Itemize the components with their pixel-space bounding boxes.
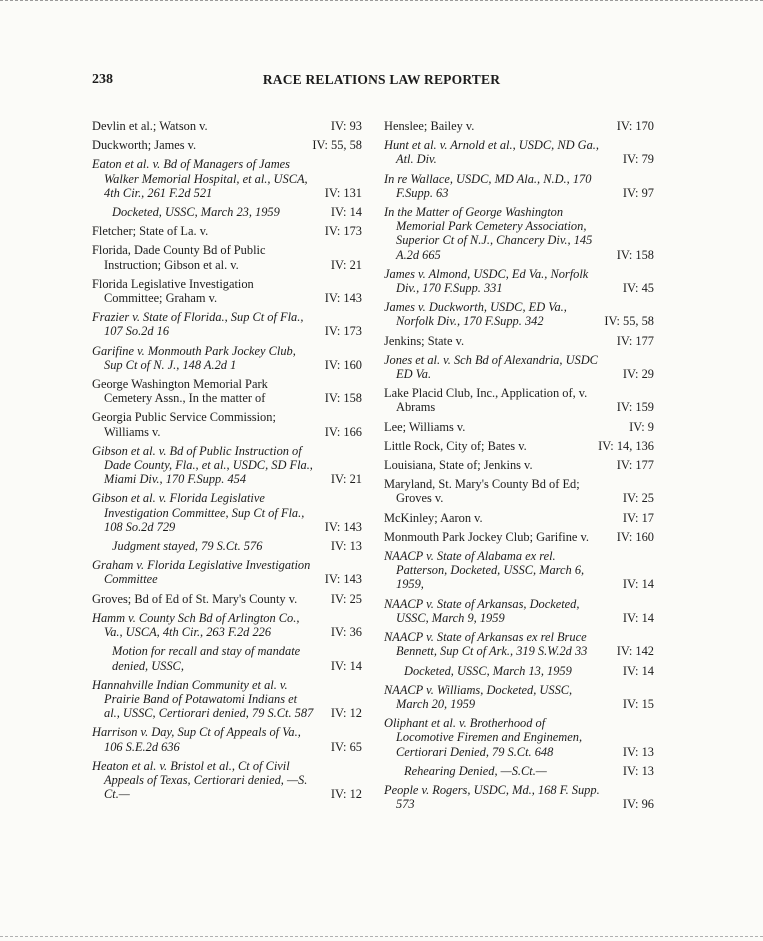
- index-column-right: [384, 119, 654, 816]
- index-entry: [384, 205, 654, 262]
- index-entry: [92, 224, 362, 238]
- top-scan-edge: [0, 0, 763, 3]
- index-entry: [92, 157, 362, 200]
- index-entry-text: Eaton et al. v. Bd of Managers of James Walker Memorial Hospital, et al., USCA, 4th Cir., 261 F.2d 521: [92, 157, 308, 200]
- index-entry: [92, 138, 362, 152]
- index-entry-text: Little Rock, City of; Bates v.: [384, 438, 527, 453]
- index-entry: [92, 344, 362, 372]
- index-entry-reference: IV: 14, 136: [595, 439, 654, 453]
- index-entry-reference: IV: 173: [322, 224, 362, 238]
- index-entry: [384, 716, 654, 759]
- index-entry-text: Groves; Bd of Ed of St. Mary's County v.: [92, 591, 298, 606]
- index-entry-text: Hamm v. County Sch Bd of Arlington Co., Va., USCA, 4th Cir., 263 F.2d 226: [92, 610, 300, 640]
- index-entry-reference: IV: 36: [328, 625, 362, 639]
- index-entry: [384, 420, 654, 434]
- index-entry-text: Duckworth; James v.: [92, 138, 197, 153]
- index-entry: [384, 597, 654, 625]
- page-header: [0, 72, 763, 92]
- index-entry: [92, 444, 362, 487]
- index-entry: [384, 764, 654, 778]
- index-entry-reference: IV: 55, 58: [601, 314, 654, 328]
- index-entry-text: Gibson et al. v. Florida Legislative Investigation Committee, Sup Ct of Fla., 108 So.2d 729: [92, 491, 305, 534]
- index-entry-text: Docketed, USSC, March 23, 1959: [112, 205, 280, 220]
- index-entry-text: Jenkins; State v.: [384, 333, 465, 348]
- index-entry-text: McKinley; Aaron v.: [384, 510, 483, 525]
- index-entry-text: Gibson et al. v. Bd of Public Instruction of Dade County, Fla., et al., USDC, SD Fla., Miami Div., 170 F.Supp. 454: [92, 443, 313, 487]
- index-entry-text: Devlin et al.; Watson v.: [92, 119, 208, 133]
- index-entry: [384, 630, 654, 658]
- index-entry-text: Harrison v. Day, Sup Ct of Appeals of Va., 106 S.E.2d 636: [92, 725, 301, 754]
- index-entry-reference: IV: 143: [322, 520, 362, 534]
- index-entry: [384, 119, 654, 133]
- index-entry-reference: IV: 97: [620, 186, 654, 200]
- index-entry-reference: IV: 177: [614, 458, 654, 472]
- index-entry: [384, 477, 654, 505]
- index-entry: [92, 759, 362, 802]
- index-entry-reference: IV: 29: [620, 367, 654, 381]
- index-entry-text: Florida, Dade County Bd of Public Instruction; Gibson et al. v.: [92, 243, 266, 272]
- index-entry: [384, 300, 654, 328]
- index-entry: [384, 530, 654, 544]
- index-entry-reference: IV: 14: [328, 659, 362, 673]
- index-entry-reference: IV: 12: [328, 787, 362, 801]
- index-entry-reference: IV: 166: [322, 425, 362, 439]
- index-entry-text: In re Wallace, USDC, MD Ala., N.D., 170 F.Supp. 63: [384, 171, 592, 200]
- page-number: 238: [92, 72, 113, 87]
- index-entry: [384, 439, 654, 453]
- index-entry-text: People v. Rogers, USDC, Md., 168 F. Supp. 573: [384, 782, 600, 812]
- index-entry-reference: IV: 160: [614, 530, 654, 544]
- index-entry-text: Lake Placid Club, Inc., Application of, v. Abrams: [384, 386, 588, 415]
- index-entry: [92, 119, 362, 133]
- index-entry-text: Frazier v. State of Florida., Sup Ct of Fla., 107 So.2d 16: [92, 310, 304, 339]
- index-entry: [92, 410, 362, 438]
- index-entry: [92, 491, 362, 534]
- bottom-scan-edge: [0, 934, 763, 937]
- index-entry-reference: IV: 93: [328, 119, 362, 133]
- index-entry-reference: IV: 55, 58: [309, 138, 362, 152]
- index-entry-reference: IV: 143: [322, 291, 362, 305]
- index-entry-reference: IV: 13: [328, 539, 362, 553]
- index-entry-text: Monmouth Park Jockey Club; Garifine v.: [384, 529, 589, 544]
- index-entry: [92, 243, 362, 271]
- index-entry-text: Hannahville Indian Community et al. v. Prairie Band of Potawatomi Indians et al., USSC, Certiorari denied, 79 S.Ct. 587: [92, 677, 314, 721]
- index-entry: [92, 725, 362, 753]
- index-entry-text: Florida Legislative Investigation Committee; Graham v.: [92, 276, 254, 306]
- index-entry-reference: IV: 13: [620, 745, 654, 759]
- index-entry: [384, 783, 654, 811]
- index-entry-text: NAACP v. State of Alabama ex rel. Patterson, Docketed, USSC, March 6, 1959,: [384, 549, 585, 592]
- index-entry-text: NAACP v. Williams, Docketed, USSC, March 20, 1959: [384, 682, 573, 711]
- index-entry: [92, 678, 362, 721]
- index-entry-text: George Washington Memorial Park Cemetery Assn., In the matter of: [92, 377, 268, 406]
- index-entry-reference: IV: 14: [620, 664, 654, 678]
- index-entry-reference: IV: 177: [614, 334, 654, 348]
- index-entry: [384, 458, 654, 472]
- index-entry-text: Maryland, St. Mary's County Bd of Ed; Groves v.: [384, 477, 580, 506]
- index-entry-reference: IV: 96: [620, 797, 654, 811]
- index-entry-reference: IV: 17: [620, 511, 654, 525]
- index-entry: [92, 539, 362, 553]
- index-entry-text: NAACP v. State of Arkansas ex rel Bruce Bennett, Sup Ct of Ark., 319 S.W.2d 33: [384, 630, 588, 659]
- index-entry-reference: IV: 13: [620, 764, 654, 778]
- index-entry-reference: IV: 14: [620, 577, 654, 591]
- index-entry-reference: IV: 173: [322, 324, 362, 338]
- index-entry-reference: IV: 65: [328, 740, 362, 754]
- index-entry: [92, 558, 362, 586]
- index-entry-text: James v. Almond, USDC, Ed Va., Norfolk Div., 170 F.Supp. 331: [384, 266, 589, 296]
- index-entry: [92, 377, 362, 405]
- index-entry: [384, 386, 654, 414]
- index-entry-reference: IV: 21: [328, 472, 362, 486]
- index-entry-reference: IV: 25: [328, 592, 362, 606]
- index-entry-reference: IV: 21: [328, 258, 362, 272]
- index-entry-text: Jones et al. v. Sch Bd of Alexandria, USDC ED Va.: [384, 352, 598, 382]
- index-entry-reference: IV: 15: [620, 697, 654, 711]
- index-entry-reference: IV: 142: [614, 644, 654, 658]
- index-entry: [384, 664, 654, 678]
- index-entry-text: In the Matter of George Washington Memorial Park Cemetery Association, Superior Ct of N.J., Chancery Div., 145 A.2d 665: [384, 205, 593, 262]
- index-entry-reference: IV: 79: [620, 152, 654, 166]
- index-entry-reference: IV: 143: [322, 572, 362, 586]
- index-entry-text: NAACP v. State of Arkansas, Docketed, USSC, March 9, 1959: [384, 596, 580, 625]
- index-entry-reference: IV: 14: [328, 205, 362, 219]
- index-entry: [384, 334, 654, 348]
- index-entry-reference: IV: 159: [614, 400, 654, 414]
- index-entry: [92, 611, 362, 639]
- index-entry-text: James v. Duckworth, USDC, ED Va., Norfolk Div., 170 F.Supp. 342: [384, 300, 567, 329]
- index-entry: [92, 592, 362, 606]
- index-entry-text: Henslee; Bailey v.: [384, 119, 475, 133]
- index-entry-text: Graham v. Florida Legislative Investigation Committee: [92, 558, 311, 587]
- index-column-left: [92, 119, 362, 806]
- index-entry: [92, 205, 362, 219]
- index-entry: [384, 138, 654, 166]
- index-entry: [384, 267, 654, 295]
- index-entry: [92, 277, 362, 305]
- index-entry-reference: IV: 131: [322, 186, 362, 200]
- index-entry: [92, 644, 362, 672]
- index-entry-reference: IV: 12: [328, 706, 362, 720]
- index-entry-text: Hunt et al. v. Arnold et al., USDC, ND Ga., Atl. Div.: [384, 138, 599, 167]
- index-entry-reference: IV: 158: [322, 391, 362, 405]
- index-entry-reference: IV: 170: [614, 119, 654, 133]
- index-entry-text: Oliphant et al. v. Brotherhood of Locomotive Firemen and Enginemen, Certiorari Denied, 79 S.Ct. 648: [384, 716, 583, 759]
- index-entry: [384, 549, 654, 592]
- index-entry-text: Judgment stayed, 79 S.Ct. 576: [112, 539, 263, 554]
- index-entry-reference: IV: 158: [614, 248, 654, 262]
- index-entry-text: Lee; Williams v.: [384, 419, 466, 434]
- index-entry: [384, 511, 654, 525]
- index-entry-text: Docketed, USSC, March 13, 1959: [404, 663, 572, 678]
- index-entry: [384, 353, 654, 381]
- index-entry-reference: IV: 25: [620, 491, 654, 505]
- index-entry: [384, 172, 654, 200]
- index-entry-reference: IV: 9: [626, 420, 654, 434]
- index-entry-text: Georgia Public Service Commission; Williams v.: [92, 410, 276, 439]
- index-entry-reference: IV: 45: [620, 281, 654, 295]
- index-entry: [92, 310, 362, 338]
- index-entry-text: Fletcher; State of La. v.: [92, 224, 209, 239]
- index-entry-text: Motion for recall and stay of mandate denied, USSC,: [112, 644, 301, 673]
- index-entry-reference: IV: 160: [322, 358, 362, 372]
- index-entry-text: Rehearing Denied, —S.Ct.—: [404, 763, 547, 778]
- index-entry: [384, 683, 654, 711]
- running-head: RACE RELATIONS LAW REPORTER: [262, 72, 501, 87]
- index-entry-text: Garifine v. Monmouth Park Jockey Club, Sup Ct of N. J., 148 A.2d 1: [92, 343, 296, 372]
- index-entry-reference: IV: 14: [620, 611, 654, 625]
- index-entry-text: Louisiana, State of; Jenkins v.: [384, 458, 533, 473]
- index-entry-text: Heaton et al. v. Bristol et al., Ct of Civil Appeals of Texas, Certiorari denied, —S. Ct.—: [92, 758, 308, 802]
